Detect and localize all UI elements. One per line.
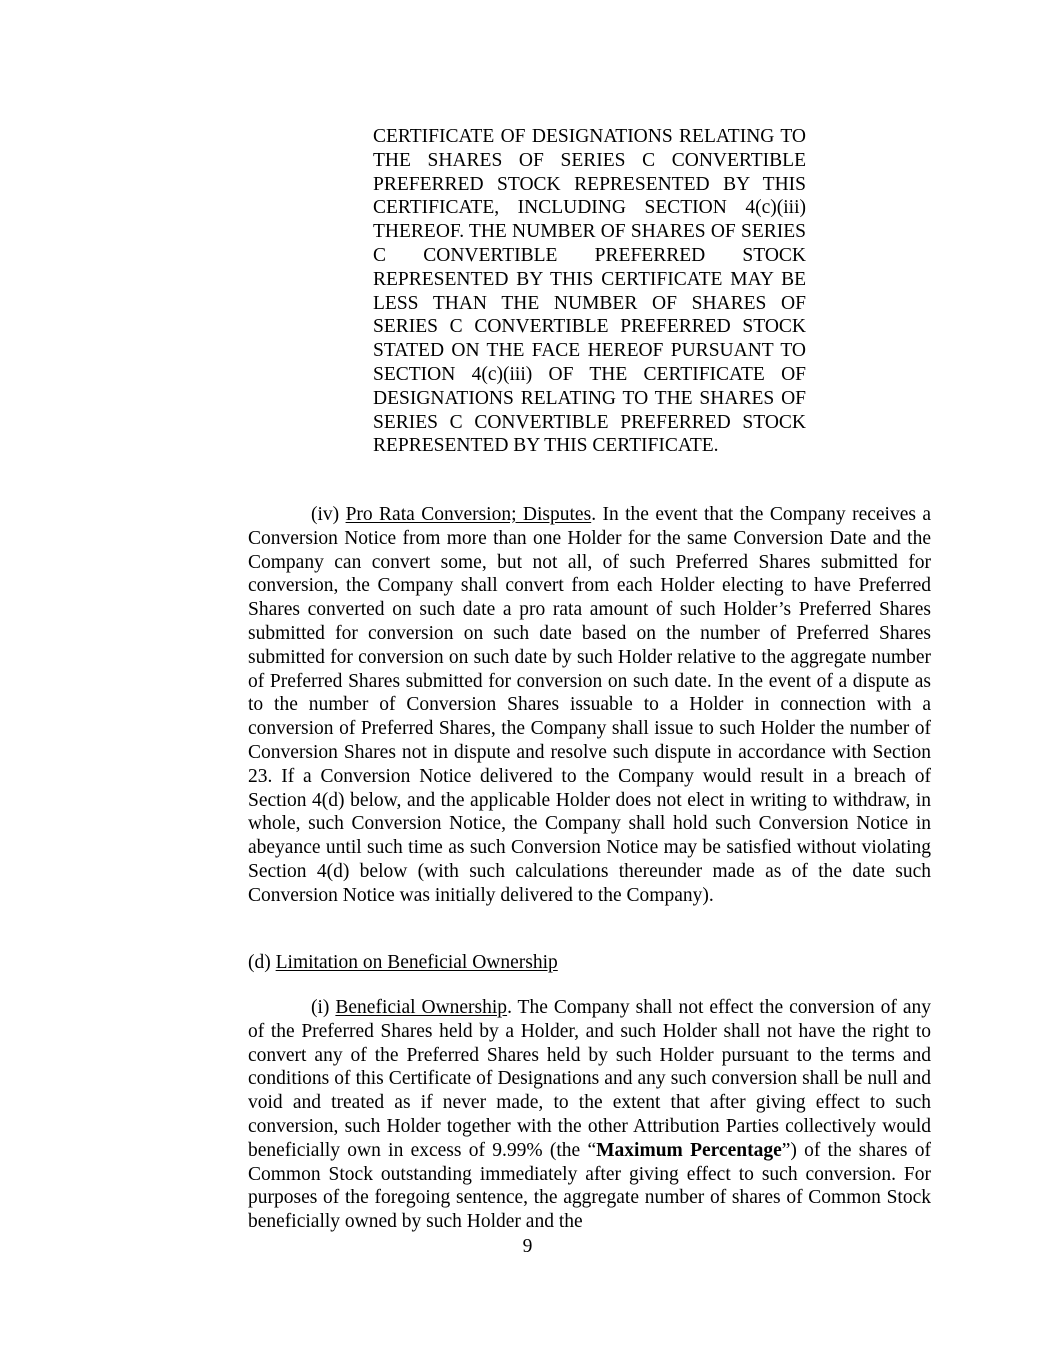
maximum-percentage-term: Maximum Percentage (596, 1139, 782, 1161)
section-i-body-1: . The Company shall not effect the conversion of any of the Preferred Shares held by a Holder, and such Holder shall not have the right to convert any of the Preferred Shares held by such Holder pursuant to the terms and conditions of this Certificate of Designations and any such conversion shall be null and void and treated as if never made, to the extent that after giving effect to such conversion, such Holder together with the other Attribution Parties collectively would beneficially own in excess of 9.99% (the “ (248, 997, 932, 1161)
section-iv-body: . In the event that the Company receives a Conversion Notice from more than one Holder for the same Conversion Date and the Company can convert some, but not all, of such Preferred Shares submitted for conversion, the Company shall convert from each Holder electing to have Preferred Shares converted on such date a pro rata amount of such Holder’s Preferred Shares submitted for conversion on such date based on the number of Preferred Shares submitted for conversion on such date by such Holder relative to the aggregate number of Preferred Shares submitted for conversion on such date. In the event of a dispute as to the number of Conversion Shares issuable to a Holder in connection with a conversion of Preferred Shares, the Company shall issue to such Holder the number of Conversion Shares not in dispute and resolve such dispute in accordance with Section 23. If a Conversion Notice delivered to the Company would result in a breach of Section 4(d) below, and the applicable Holder does not elect in writing to withdraw, in whole, such Conversion Notice, the Company shall hold such Conversion Notice in abeyance until such time as such Conversion Notice may be satisfied without violating Section 4(d) below (with such calculations thereunder made as of the date such Conversion Notice was initially delivered to the Company). (248, 504, 932, 906)
section-iv-paragraph (248, 503, 931, 908)
page-number: 9 (522, 1236, 533, 1257)
section-i-number: (i) (311, 997, 336, 1018)
section-iv-title: Pro Rata Conversion; Disputes (345, 504, 592, 525)
section-i-body-2: ”) of the shares of Common Stock outstanding immediately after giving effect to such conversion. For purposes of the foregoing sentence, the aggregate number of shares of Common Stock beneficially owned by such Holder and the (248, 1139, 932, 1233)
section-iv-number: (iv) (311, 504, 346, 525)
section-d-title: Limitation on Beneficial Ownership (275, 952, 558, 973)
section-i-paragraph (248, 996, 931, 1234)
section-d-heading (248, 951, 931, 975)
section-i-title: Beneficial Ownership (335, 997, 508, 1018)
certificate-legend: CERTIFICATE OF DESIGNATIONS RELATING TO THE SHARES OF SERIES C CONVERTIBLE PREFERRED STOCK REPRESENTED BY THIS CERTIFICATE, INCLUDING SECTION 4(c)(iii) THEREOF. THE NUMBER OF SHARES OF SERIES C CONVERTIBLE PREFERRED STOCK REPRESENTED BY THIS CERTIFICATE MAY BE LESS THAN THE NUMBER OF SHARES OF SERIES C CONVERTIBLE PREFERRED STOCK STATED ON THE FACE HEREOF PURSUANT TO SECTION 4(c)(iii) OF THE CERTIFICATE OF DESIGNATIONS RELATING TO THE SHARES OF SERIES C CONVERTIBLE PREFERRED STOCK REPRESENTED BY THIS CERTIFICATE. (373, 126, 806, 457)
section-d-number: (d) (248, 952, 276, 973)
